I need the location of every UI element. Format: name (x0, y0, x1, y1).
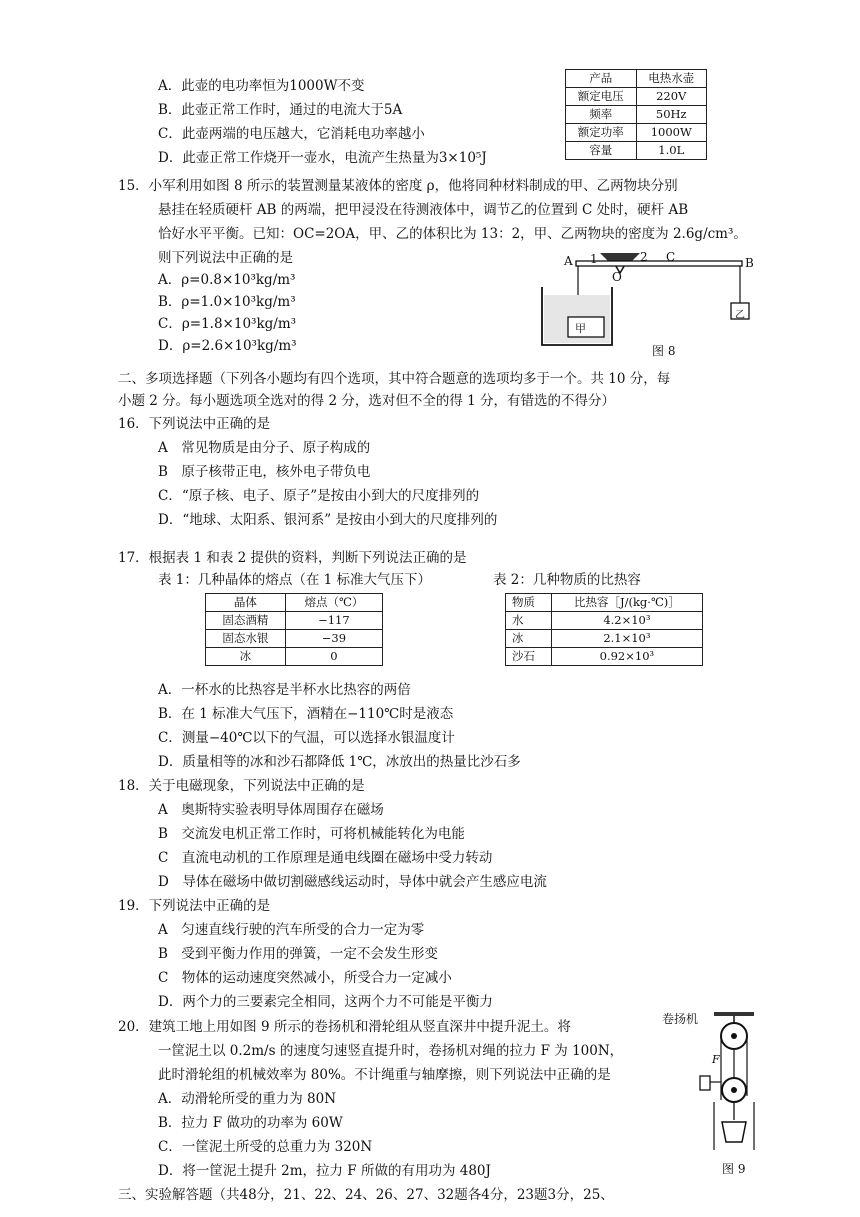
figure-8-caption: 图 8 (652, 344, 676, 358)
spec-cell: 频率 (566, 106, 637, 124)
q15-line-1: 15．小军利用如图 8 所示的装置测量某液体的密度 ρ，他将同种材料制成的甲、乙两物块分别 (118, 178, 678, 194)
q20-option-d: D．将一筐泥土提升 2m，拉力 F 所做的有用功为 480J (158, 1163, 491, 1179)
table-2-cell: 比热容［J/(kg·℃)］ (551, 594, 702, 612)
label-a: A (564, 254, 573, 268)
q15-option-d: D．ρ=2.6×10³kg/m³ (158, 338, 297, 354)
q18-option-c: C 直流电动机的工作原理是通电线圈在磁场中受力转动 (158, 850, 493, 866)
ceiling (714, 1012, 754, 1016)
q19-option-d: D．两个力的三要素完全相同，这两个力不可能是平衡力 (158, 994, 493, 1010)
block-jia (568, 317, 604, 337)
table-2-cell: 沙石 (506, 648, 552, 666)
spec-cell: 1.0L (636, 142, 707, 160)
table-2-cell: 2.1×10³ (551, 630, 702, 648)
lever-bar (576, 261, 742, 266)
q17-option-c: C．测量−40℃以下的气温，可以选择水银温度计 (158, 730, 455, 746)
spec-cell: 产品 (566, 70, 637, 88)
q18-stem: 18．关于电磁现象，下列说法中正确的是 (118, 778, 365, 794)
q19-option-a: A 匀速直线行驶的汽车所受的合力一定为零 (158, 922, 425, 938)
table-2-cell: 0.92×10³ (551, 648, 702, 666)
table-1-cell: 固态水银 (206, 630, 286, 648)
movable-pulley-axle (731, 1087, 737, 1093)
table-2-cell: 水 (506, 612, 552, 630)
q15-option-c: C．ρ=1.8×10³kg/m³ (158, 316, 297, 332)
q19-option-b: B 受到平衡力作用的弹簧，一定不会发生形变 (158, 946, 438, 962)
winch-box (700, 1076, 710, 1090)
spec-cell: 容量 (566, 142, 637, 160)
q16-option-a: A 常见物质是由分子、原子构成的 (158, 440, 371, 456)
q16-stem: 16．下列说法中正确的是 (118, 416, 271, 432)
spec-cell: 220V (636, 88, 707, 106)
q14-option-c: C．此壶两端的电压越大，它消耗电功率越小 (158, 126, 425, 142)
q20-option-b: B．拉力 F 做功的功率为 60W (158, 1115, 343, 1131)
table-1-cell: 熔点（℃） (285, 594, 382, 612)
q20-option-c: C．一筐泥土所受的总重力为 320N (158, 1139, 373, 1155)
q18-option-a: A 奥斯特实验表明导体周围存在磁场 (158, 802, 384, 818)
melting-point-table (205, 593, 383, 666)
spec-cell: 额定电压 (566, 88, 637, 106)
table-1-cell: 晶体 (206, 594, 286, 612)
section-2-note: 小题 2 分。每小题选项全选对的得 2 分，选对但不全的得 1 分，有错选的不得分） (118, 393, 616, 409)
q15-line-3: 恰好水平平衡。已知：OC=2OA，甲、乙的体积比为 13：2，甲、乙两物块的密度为 2.6g/cm³。 (158, 226, 747, 242)
fixed-pulley-axle (731, 1033, 737, 1039)
q20-option-a: A．动滑轮所受的重力为 80N (158, 1091, 337, 1107)
q20-line-1: 20．建筑工地上用如图 9 所示的卷扬机和滑轮组从竖直深井中提升泥土。将 (118, 1019, 571, 1035)
table-1-cell: −39 (285, 630, 382, 648)
table-2-title: 表 2：几种物质的比热容 (493, 572, 641, 588)
q16-option-d: D．“地球、太阳系、银河系” 是按由小到大的尺度排列的 (158, 512, 498, 528)
spec-cell: 1000W (636, 124, 707, 142)
spec-cell: 额定功率 (566, 124, 637, 142)
label-b: B (745, 256, 754, 270)
q19-option-c: C 物体的运动速度突然减小，所受合力一定减小 (158, 970, 452, 986)
table-1-title: 表 1：几种晶体的熔点（在 1 标准大气压下） (158, 572, 432, 588)
label-c: C (666, 250, 676, 264)
q18-option-b: B 交流发电机正常工作时，可将机械能转化为电能 (158, 826, 465, 842)
q16-option-b: B 原子核带正电，核外电子带负电 (158, 464, 371, 480)
q17-option-b: B．在 1 标准大气压下，酒精在−110℃时是液态 (158, 706, 454, 722)
label-o: O (612, 270, 622, 284)
label-f: F (712, 1053, 720, 1066)
winch-label: 卷扬机 (662, 1012, 699, 1026)
label-2: 2 (640, 250, 648, 264)
table-1-cell: 冰 (206, 648, 286, 666)
q15-option-b: B．ρ=1.0×10³kg/m³ (158, 294, 296, 310)
q14-option-b: B．此壶正常工作时，通过的电流大于5A (158, 102, 403, 118)
table-2-cell: 冰 (506, 630, 552, 648)
table-2-cell: 4.2×10³ (551, 612, 702, 630)
specific-heat-table (505, 593, 703, 666)
table-1-cell: 0 (285, 648, 382, 666)
q17-option-a: A．一杯水的比热容是半杯水比热容的两倍 (158, 682, 411, 698)
q15-line-4: 则下列说法中正确的是 (158, 250, 293, 266)
q18-option-d: D 导体在磁场中做切割磁感线运动时，导体中就会产生感应电流 (158, 874, 547, 890)
q19-stem: 19．下列说法中正确的是 (118, 898, 271, 914)
soil-basket (722, 1122, 746, 1142)
section-2-heading: 二、多项选择题（下列各小题均有四个选项，其中符合题意的选项均多于一个。共 10 分，每 (118, 371, 671, 387)
label-1: 1 (590, 252, 598, 266)
q15-line-2: 悬挂在轻质硬杆 AB 的两端，把甲浸没在待测液体中，调节乙的位置到 C 处时，硬杆 AB (158, 202, 689, 218)
table-1-cell: 固态酒精 (206, 612, 286, 630)
q15-option-a: A．ρ=0.8×10³kg/m³ (158, 272, 296, 288)
table-1-cell: −117 (285, 612, 382, 630)
label-jia: 甲 (575, 322, 586, 335)
q20-line-3: 此时滑轮组的机械效率为 80%。不计绳重与轴摩擦，则下列说法中正确的是 (158, 1067, 611, 1083)
label-yi: 乙 (735, 310, 745, 321)
q20-line-2: 一筐泥土以 0.2m/s 的速度匀速竖直提升时，卷扬机对绳的拉力 F 为 100N， (158, 1043, 624, 1059)
spec-cell: 电热水壶 (636, 70, 707, 88)
spec-cell: 50Hz (636, 106, 707, 124)
kettle-spec-table (565, 69, 707, 160)
q14-option-d: D．此壶正常工作烧开一壶水，电流产生热量为3×10⁵J (158, 150, 487, 166)
section-3-heading: 三、实验解答题（共48分，21、22、24、26、27、32题各4分，23题3分，25、 (118, 1187, 614, 1203)
q14-option-a: A．此壶的电功率恒为1000W不变 (158, 78, 365, 94)
figure-9-caption: 图 9 (722, 1162, 746, 1176)
table-2-cell: 物质 (506, 594, 552, 612)
q17-stem: 17．根据表 1 和表 2 提供的资料，判断下列说法正确的是 (118, 550, 467, 566)
q16-option-c: C．“原子核、电子、原子”是按由小到大的尺度排列的 (158, 488, 480, 504)
q17-option-d: D．质量相等的冰和沙石都降低 1℃，冰放出的热量比沙石多 (158, 754, 521, 770)
